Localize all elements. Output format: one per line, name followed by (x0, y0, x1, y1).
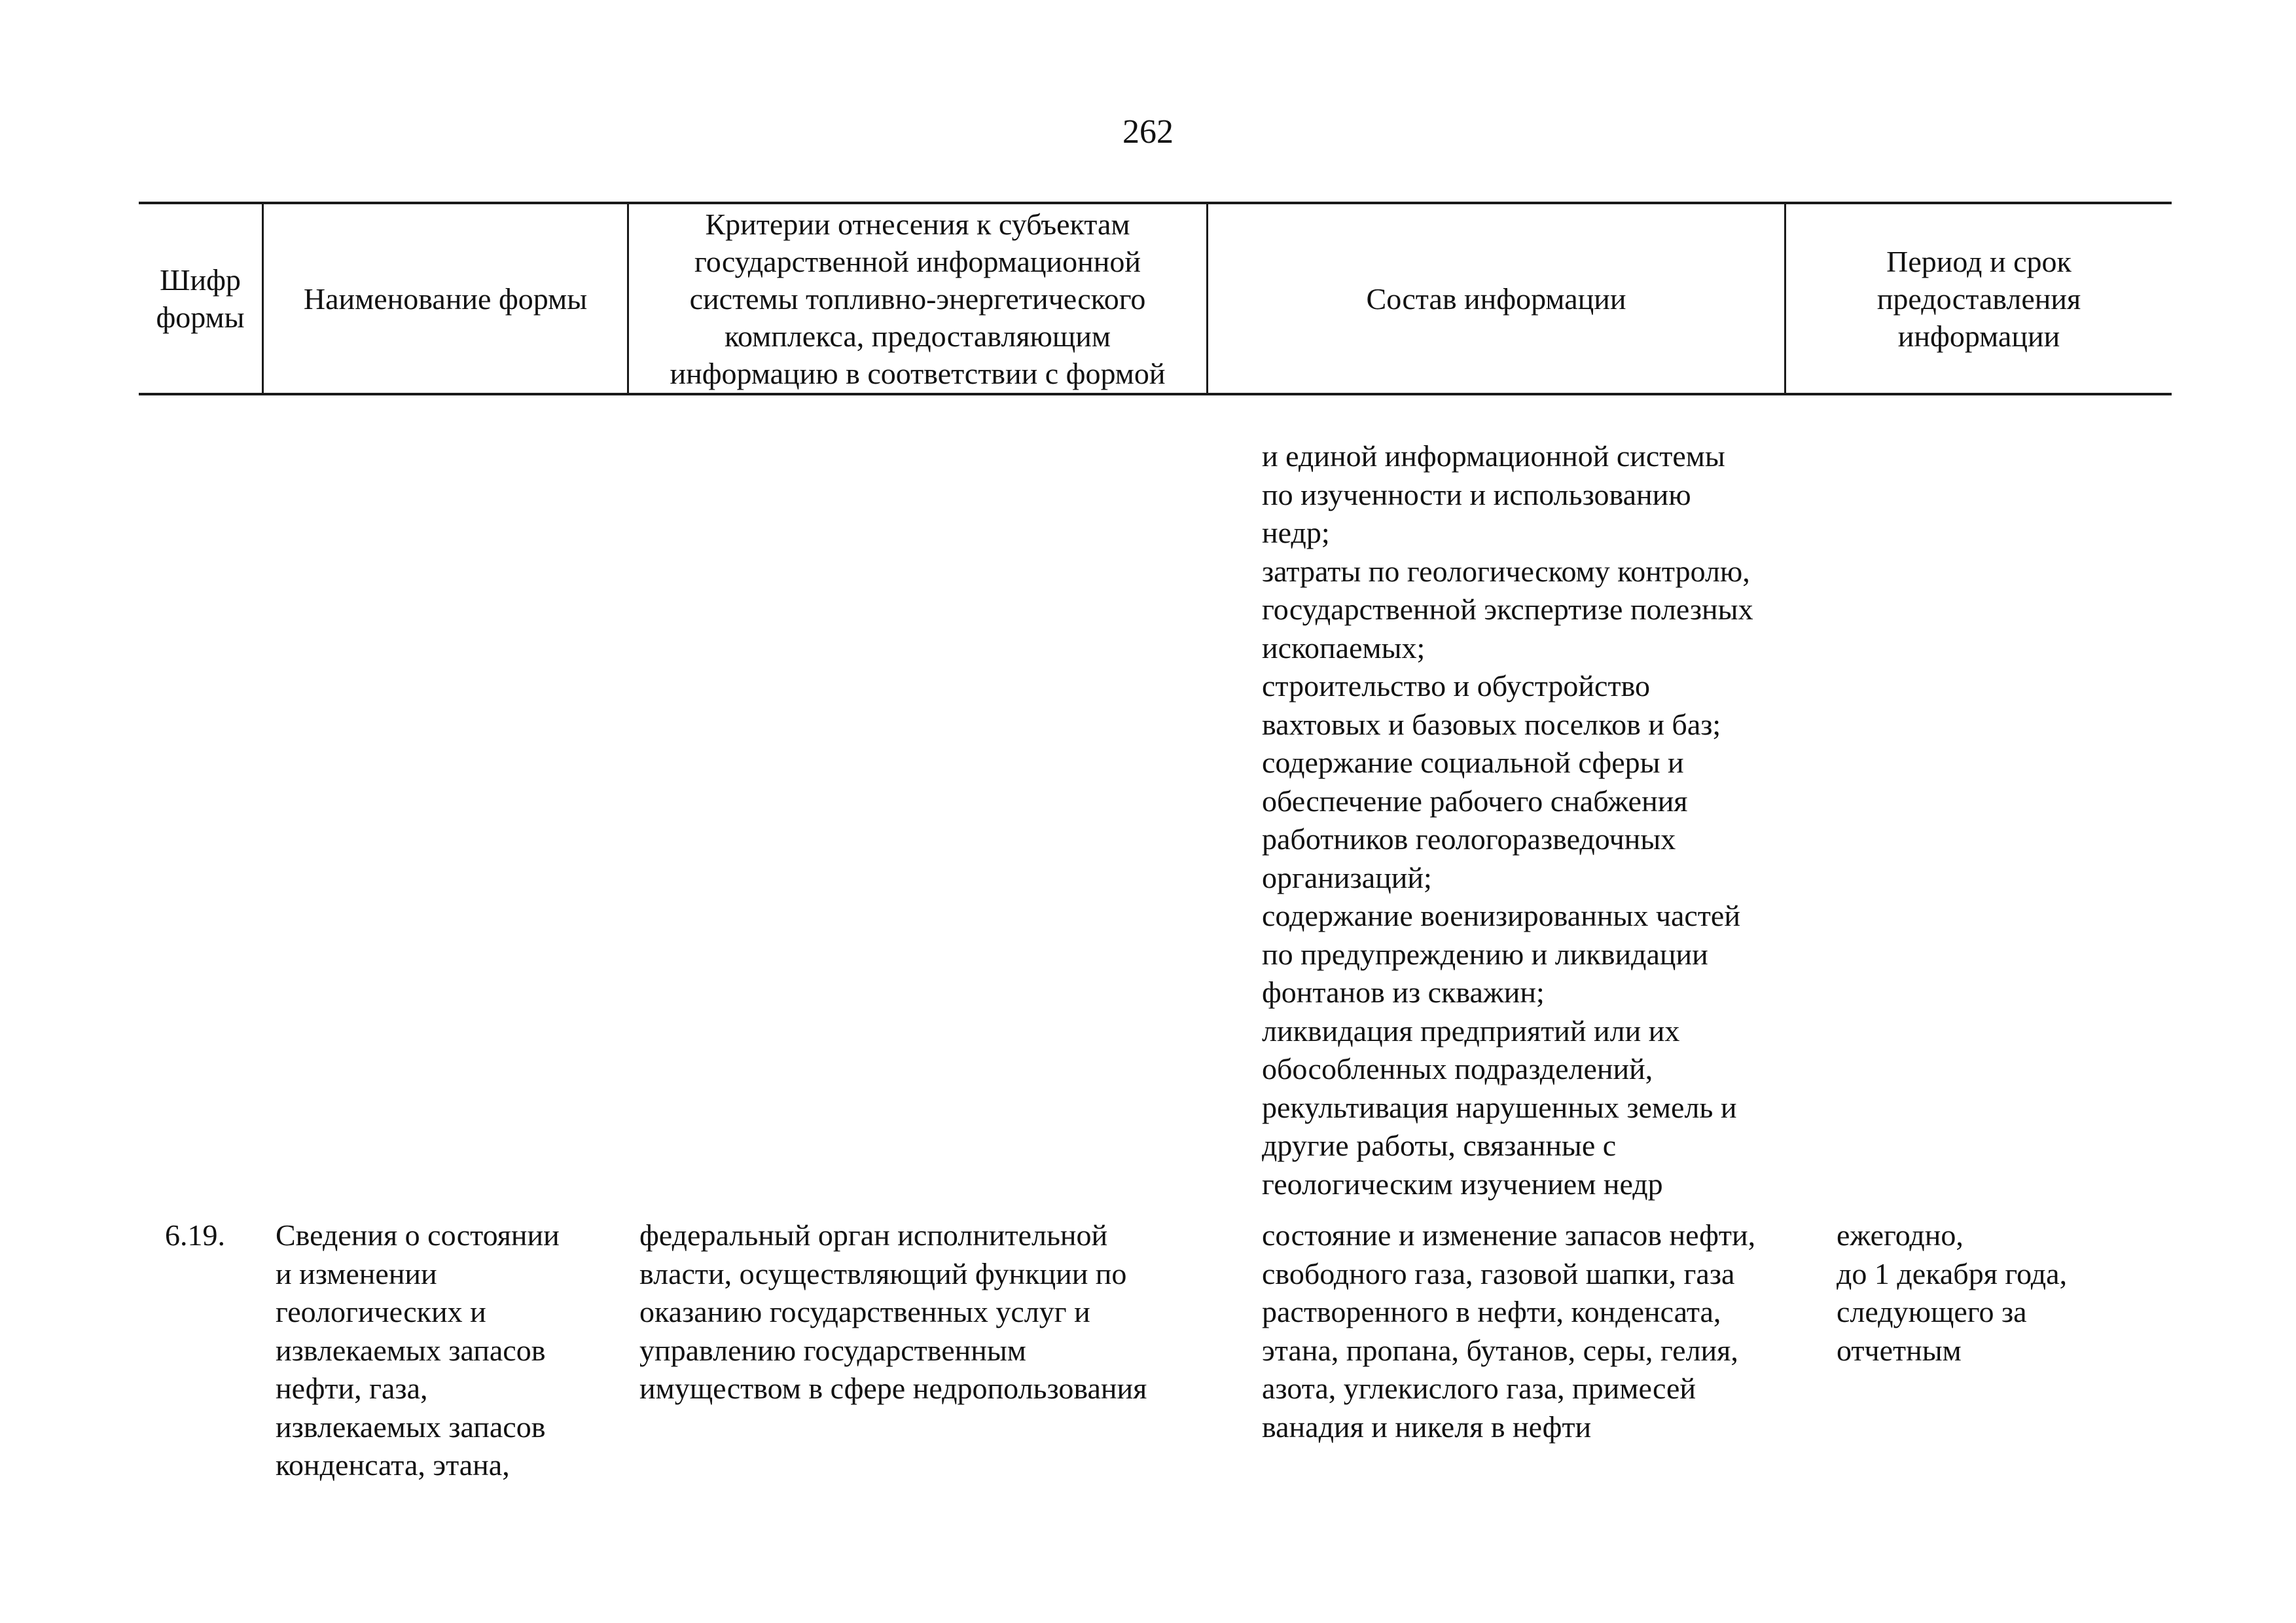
table-header (139, 202, 2172, 395)
row-content: состояние и изменение запасов нефти, свободного газа, газовой шапки, газа растворенного в нефти, конденсата, этана, пропана, бутанов, серы, гелия, азота, углекислого газа, примесей ванадия и никеля в нефти (1262, 1218, 1756, 1444)
header-content-label: Состав информации (1366, 282, 1626, 316)
row-criteria: федеральный орган исполнительной власти, осуществляющий функции по оказанию государственных услуг и управлению государственным имуществом в сфере недропользования (639, 1218, 1147, 1405)
header-code (139, 204, 262, 393)
continued-content: и единой информационной системы по изученности и использованию недр; затраты по геологическому контролю, государственной экспертизе полезных ископаемых; строительство и обустройство вахтовых и базовых поселков и баз; содержание социальной сферы и обеспечение рабочего снабжения работников геологоразведочных организаций; содержание военизированных частей по предупреждению и ликвидации фонтанов из скважин; ликвидация предприятий или их обособленных подразделений, рекультивация нарушенных земель и другие работы, связанные с геологическим изучением недр (1262, 439, 1753, 1201)
row-period: ежегодно, до 1 декабря года, следующего за отчетным (1837, 1218, 2068, 1367)
header-period (1786, 204, 2172, 393)
page-number: 262 (1122, 113, 1174, 151)
header-name-label: Наименование формы (303, 282, 588, 316)
row-name: Сведения о состоянии и изменении геологических и извлекаемых запасов нефти, газа, извлекаемых запасов конденсата, этана, (276, 1218, 560, 1482)
header-period-label: Период и срок предоставления информации (1876, 244, 2081, 353)
header-code-label: Шифр формы (156, 263, 245, 334)
header-name (264, 204, 627, 393)
header-criteria-label: Критерии отнесения к субъектам государственной информационной системы топливно-энергетического комплекса, предоставляющим информацию в соответствии с формой (670, 207, 1166, 390)
row-code: 6.19. (165, 1218, 225, 1252)
header-criteria (629, 204, 1206, 393)
header-content (1208, 204, 1784, 393)
